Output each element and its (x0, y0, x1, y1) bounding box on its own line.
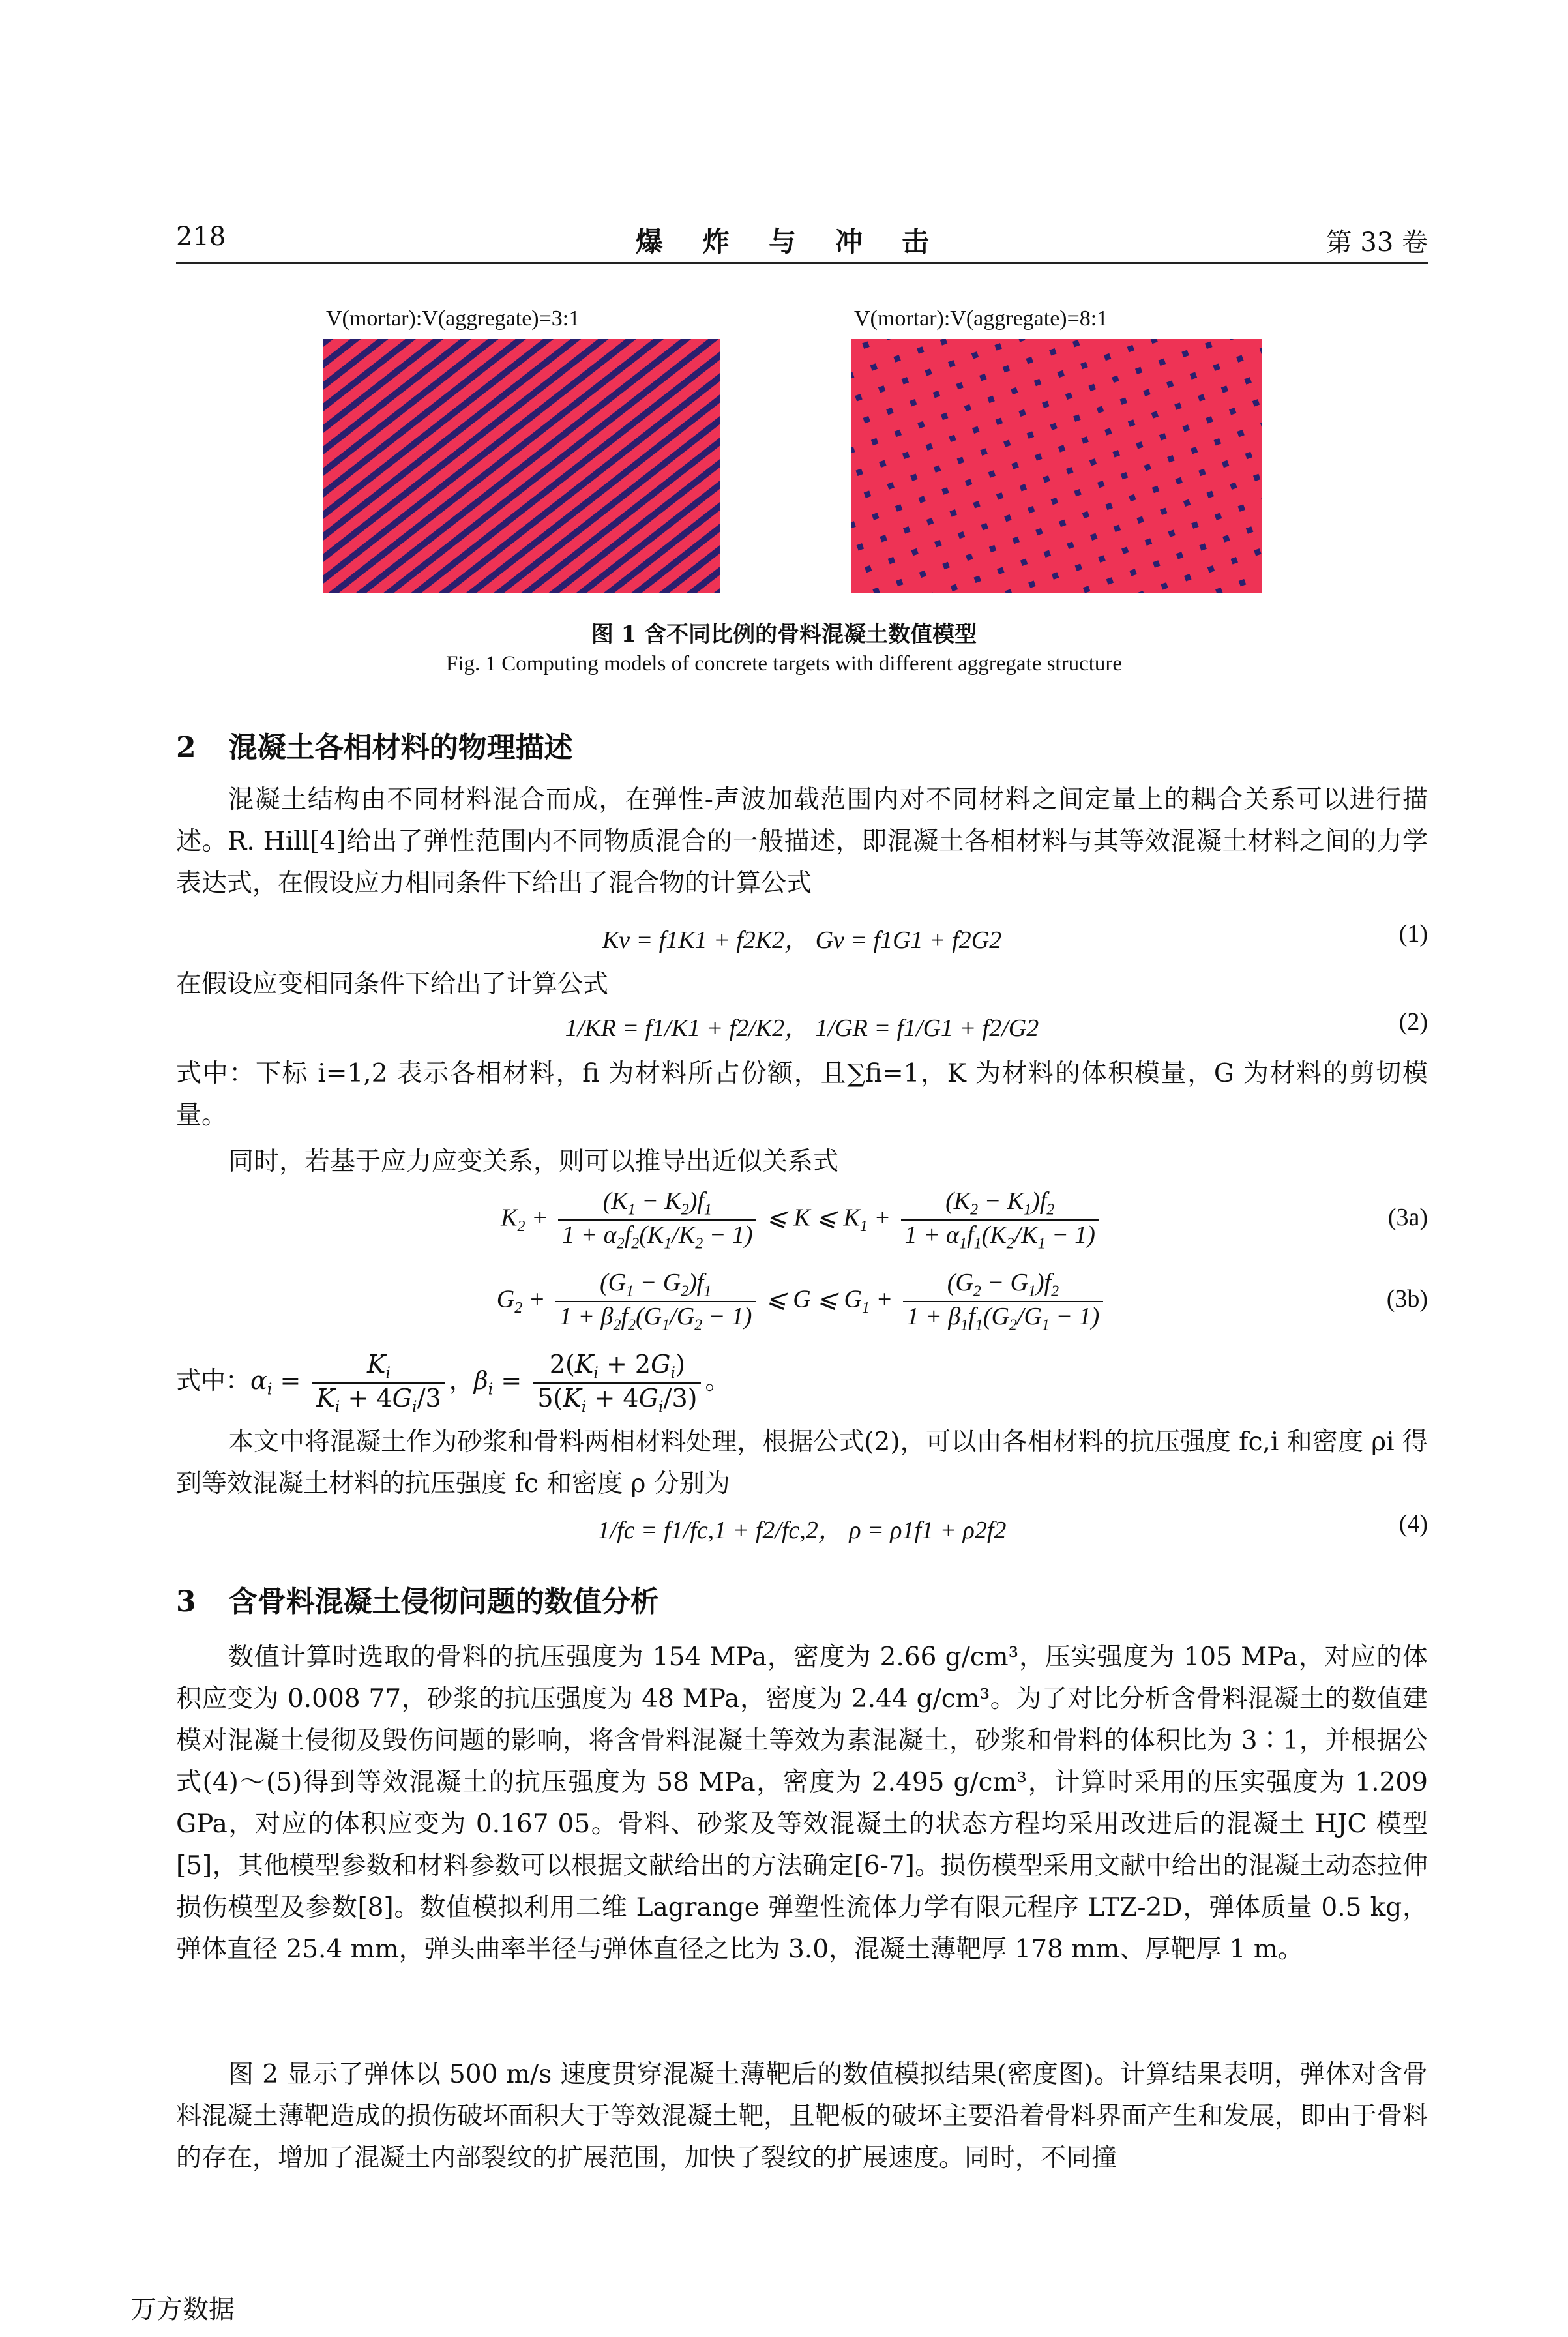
section-2-paragraph-2: 在假设应变相同条件下给出了计算公式 (176, 970, 609, 999)
section-2-paragraph-4: 同时，若基于应力应变关系，则可以推导出近似关系式 (228, 1147, 839, 1176)
equation-4-body: 1/fc = f1/fc,1 + f2/fc,2， ρ = ρ1f1 + ρ2f2 (597, 1517, 1007, 1544)
page-number: 218 (176, 222, 226, 252)
journal-title: 爆炸与冲击 (635, 226, 968, 258)
header-rule (176, 262, 1428, 264)
equation-3a: $K_2$ + $\frac{(K_1 - K_2)f_1}{1 + \alpha_2f_2(K_1/K_2 - 1)}$ ⩽ K ⩽ $K_1$ + $\frac{(K_2 - K_1)f_2}{1 + \alpha_1f_1(K_2/K_1 - 1)}$ (3a) (501, 1187, 1428, 1253)
section-2-number: 2 (176, 731, 196, 764)
equation-4 (176, 1510, 1428, 1549)
figure-caption-cn: 图 1 含不同比例的骨料混凝土数值模型 (591, 621, 977, 648)
equation-3a-number: (3a) (1387, 1204, 1428, 1231)
equation-3b: $G_2$ + $\frac{(G_1 - G_2)f_1}{1 + \beta_2f_2(G_1/G_2 - 1)}$ ⩽ G ⩽ $G_1$ + $\frac{(G_2 - G_1)f_2}{1 + \beta_1f_1(G_2/G_1 - 1)}$ (3b) (496, 1269, 1428, 1334)
equation-1-body: Kv = f1K1 + f2K2， Gv = f1G1 + f2G2 (602, 927, 1002, 954)
section-3-title: 含骨料混凝土侵彻问题的数值分析 (228, 1585, 659, 1618)
equation-2-body: 1/KR = f1/K1 + f2/K2， 1/GR = f1/G1 + f2/G2 (565, 1015, 1039, 1042)
section-3-paragraph-2: 图 2 显示了弹体以 500 m/s 速度贯穿混凝土薄靶后的数值模拟结果(密度图)。计算结果表明，弹体对含骨料混凝土薄靶造成的损伤破坏面积大于等效混凝土靶，且靶板的破坏主要沿着骨料界面产生和发展，即由于骨料的存在，增加了混凝土内部裂纹的扩展范围，加快了裂纹的扩展速度。同时，不同撞 (176, 2060, 1428, 2173)
section-2-paragraph-3: 式中：下标 i=1,2 表示各相材料，fi 为材料所占份额，且∑fi=1，K 为材料的体积模量，G 为材料的剪切模量。 (176, 1059, 1428, 1130)
figure-left-label: V(mortar):V(aggregate)=3:1 (326, 306, 580, 331)
equation-1 (176, 919, 1428, 959)
section-2-paragraph-1: 混凝土结构由不同材料混合而成，在弹性-声波加载范围内对不同材料之间定量上的耦合关系可以进行描述。R. Hill[4]给出了弹性范围内不同物质混合的一般描述，即混凝土各相材料与其等效混凝土材料之间的力学表达式，在假设应力相同条件下给出了混合物的计算公式 (176, 785, 1428, 898)
volume-label: 第 33 卷 (1325, 228, 1428, 258)
equation-2 (176, 1007, 1428, 1047)
equation-1-number: (1) (1398, 920, 1428, 947)
equation-2-number: (2) (1398, 1008, 1428, 1035)
section-3-paragraph-1: 数值计算时选取的骨料的抗压强度为 154 MPa，密度为 2.66 g/cm³，压实强度为 105 MPa，对应的体积应变为 0.008 77，砂浆的抗压强度为 48 MPa，密度为 2.44 g/cm³。为了对比分析含骨料混凝土的数值建模对混凝土侵彻及毁伤问题的影响，将含骨料混凝土等效为素混凝土，砂浆和骨料的体积比为 3∶1，并根据公式(4)～(5)得到等效混凝土的抗压强度为 58 MPa，密度为 2.495 g/cm³，计算时采用的压实强度为 1.209 GPa，对应的体积应变为 0.167 05。骨料、砂浆及等效混凝土的状态方程均采用改进后的混凝土 HJC 模型[5]，其他模型参数和材料参数可以根据文献给出的方法确定[6-7]。损伤模型采用文献中给出的混凝土动态拉伸损伤模型及参数[8]。数值模拟利用二维 Lagrange 弹塑性流体力学有限元程序 LTZ-2D，弹体质量 0.5 kg，弹体直径 25.4 mm，弹头曲率半径与弹体直径之比为 3.0，混凝土薄靶厚 178 mm、厚靶厚 1 m。 (176, 1643, 1428, 1964)
figure-caption-en: Fig. 1 Computing models of concrete targets with different aggregate structure (445, 652, 1123, 676)
watermark: 万方数据 (130, 2295, 235, 2325)
page-header (176, 215, 1428, 267)
section-3-number: 3 (176, 1585, 196, 1618)
section-2-heading (176, 724, 573, 766)
equation-3b-number: (3b) (1386, 1285, 1428, 1313)
section-3-heading (176, 1578, 659, 1620)
model-3-1-image (323, 339, 720, 593)
figure-right-label: V(mortar):V(aggregate)=8:1 (854, 306, 1108, 331)
model-8-1-image (851, 339, 1262, 593)
section-2-paragraph-5: 本文中将混凝土作为砂浆和骨料两相材料处理，根据公式(2)，可以由各相材料的抗压强度 fc,i 和密度 ρi 得到等效混凝土材料的抗压强度 fc 和密度 ρ 分别为 (176, 1427, 1428, 1498)
equation-4-number: (4) (1398, 1510, 1428, 1538)
section-2-title: 混凝土各相材料的物理描述 (228, 731, 573, 764)
alpha-beta-definition: 式中：$\alpha_i$ = $\frac{K_i}{K_i + 4G_i/3}$ ，$\beta_i$ = $\frac{2(K_i + 2G_i)}{5(K_i + 4G_i/3)}$ 。 (176, 1350, 730, 1416)
